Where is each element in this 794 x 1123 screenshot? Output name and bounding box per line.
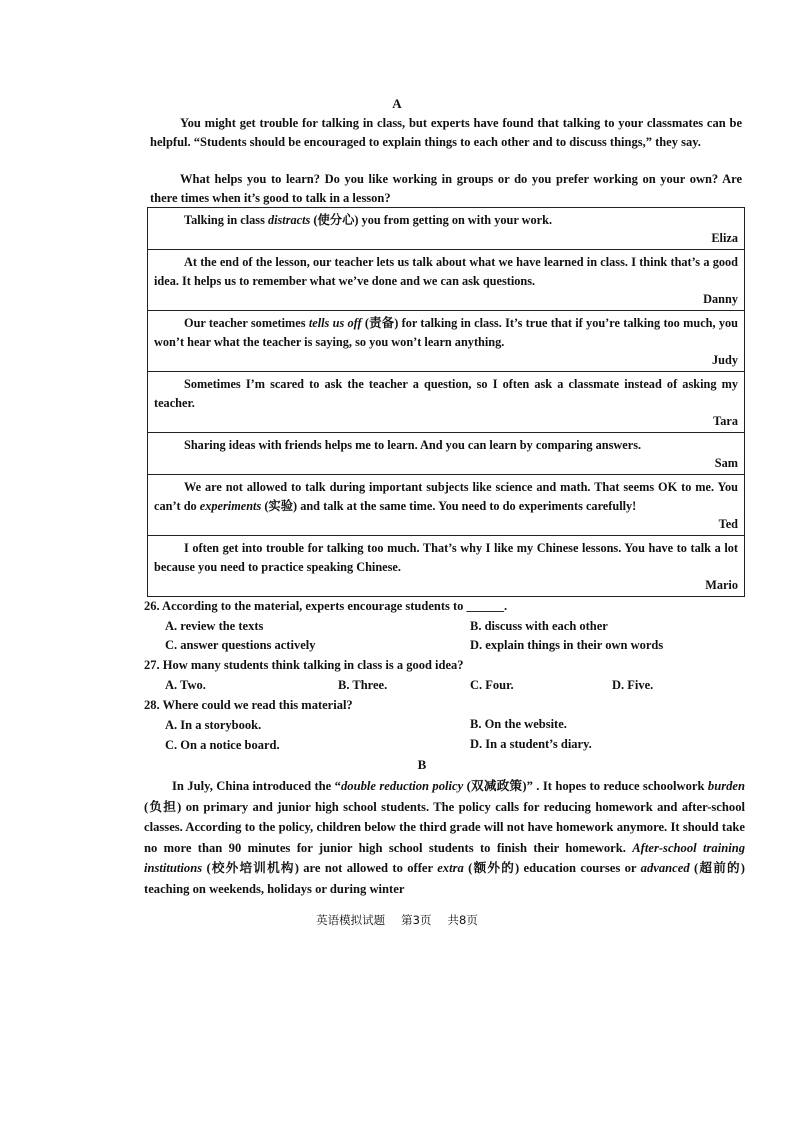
comment-text: Sometimes I’m scared to ask the teacher a question, so I often ask a classmate instead of asking my teacher. bbox=[154, 377, 738, 410]
comment-text: At the end of the lesson, our teacher lets us talk about what we have learned in class. I think that’s a good idea. It helps us to remember what we’ve done and we can ask questions. bbox=[154, 255, 738, 288]
glossed-word: extra bbox=[437, 861, 464, 875]
option-27-d[interactable]: D. Five. bbox=[612, 678, 654, 692]
section-a-title: A bbox=[392, 96, 402, 111]
intro-paragraph-2: What helps you to learn? Do you like working in groups or do you prefer working on your own? Are there times when it’s good to talk in a lesson? bbox=[150, 172, 742, 205]
comment-author: Mario bbox=[705, 578, 738, 592]
glossed-word: After-school training institutions bbox=[144, 840, 746, 875]
glossed-word: experiments bbox=[199, 499, 262, 513]
page-footer bbox=[0, 912, 794, 928]
question-28-stem: 28. Where could we read this material? bbox=[144, 698, 353, 712]
option-28-d[interactable]: D. In a student’s diary. bbox=[470, 737, 592, 751]
comment-text: Our teacher sometimes tells us off (责备) for talking in class. It’s true that if you’re talking too much, you won’t hear what the teacher is saying, so you won’t learn anything. bbox=[154, 316, 738, 349]
intro-paragraph-1: You might get trouble for talking in class, but experts have found that talking to your classmates can be helpful. “Students should be encouraged to explain things to each other and to discuss things,” they say. bbox=[150, 116, 742, 149]
comment-ted bbox=[148, 474, 744, 535]
comment-eliza bbox=[148, 208, 744, 249]
option-26-b[interactable]: B. discuss with each other bbox=[470, 619, 608, 633]
option-28-b[interactable]: B. On the website. bbox=[470, 717, 567, 731]
glossed-word: tells us off bbox=[308, 316, 362, 330]
comment-mario bbox=[148, 535, 744, 596]
question-26-stem: 26. According to the material, experts encourage students to ______. bbox=[144, 599, 508, 613]
comment-judy bbox=[148, 310, 744, 371]
comment-text: Sharing ideas with friends helps me to learn. And you can learn by comparing answers. bbox=[184, 438, 642, 452]
comment-author: Tara bbox=[713, 414, 738, 428]
comment-author: Judy bbox=[712, 353, 738, 367]
option-28-a[interactable]: A. In a storybook. bbox=[165, 718, 262, 732]
glossed-word: double reduction policy bbox=[340, 779, 464, 793]
option-26-c[interactable]: C. answer questions actively bbox=[165, 638, 316, 652]
comment-sam bbox=[148, 432, 744, 474]
option-27-a[interactable]: A. Two. bbox=[165, 678, 206, 692]
glossed-word: distracts bbox=[267, 213, 311, 227]
comment-danny bbox=[148, 249, 744, 310]
glossed-word: burden bbox=[707, 779, 745, 793]
footer-page-number: 第3页 bbox=[401, 913, 432, 927]
option-28-c[interactable]: C. On a notice board. bbox=[165, 738, 280, 752]
comment-author: Ted bbox=[718, 517, 738, 531]
question-27-stem: 27. How many students think talking in class is a good idea? bbox=[144, 658, 464, 672]
section-b-paragraph: In July, China introduced the “double reduction policy (双减政策)” . It hopes to reduce schoolwork burden (负担) on primary and junior high school students. The policy calls for reducing homework and after-school classes. According to the policy, children below the third grade will not have homework anymore. It should take no more than 90 minutes for junior high school students to finish their homework. After-school training institutions (校外培训机构) are not allowed to offer extra (额外的) education courses or advanced (超前的) teaching on weekends, holidays or during winter bbox=[144, 779, 746, 896]
comment-author: Danny bbox=[703, 292, 738, 306]
option-26-d[interactable]: D. explain things in their own words bbox=[470, 638, 664, 652]
comment-author: Sam bbox=[714, 456, 738, 470]
comment-text: Talking in class distracts (使分心) you from getting on with your work. bbox=[184, 213, 553, 227]
option-27-c[interactable]: C. Four. bbox=[470, 678, 514, 692]
section-b-title: B bbox=[417, 757, 427, 772]
comments-table bbox=[147, 207, 745, 597]
comment-text: I often get into trouble for talking too much. That’s why I like my Chinese lessons. You have to talk a lot because you need to practice speaking Chinese. bbox=[154, 541, 738, 574]
comment-text: We are not allowed to talk during important subjects like science and math. That seems OK to me. You can’t do experiments (实验) and talk at the same time. You need to do experiments carefully! bbox=[154, 480, 738, 513]
footer-total-pages: 共8页 bbox=[447, 913, 478, 927]
comment-author: Eliza bbox=[711, 231, 738, 245]
footer-subject: 英语模拟试题 bbox=[316, 913, 386, 927]
glossed-word: advanced bbox=[640, 861, 690, 875]
option-27-b[interactable]: B. Three. bbox=[338, 678, 388, 692]
option-26-a[interactable]: A. review the texts bbox=[165, 619, 264, 633]
comment-tara bbox=[148, 371, 744, 432]
